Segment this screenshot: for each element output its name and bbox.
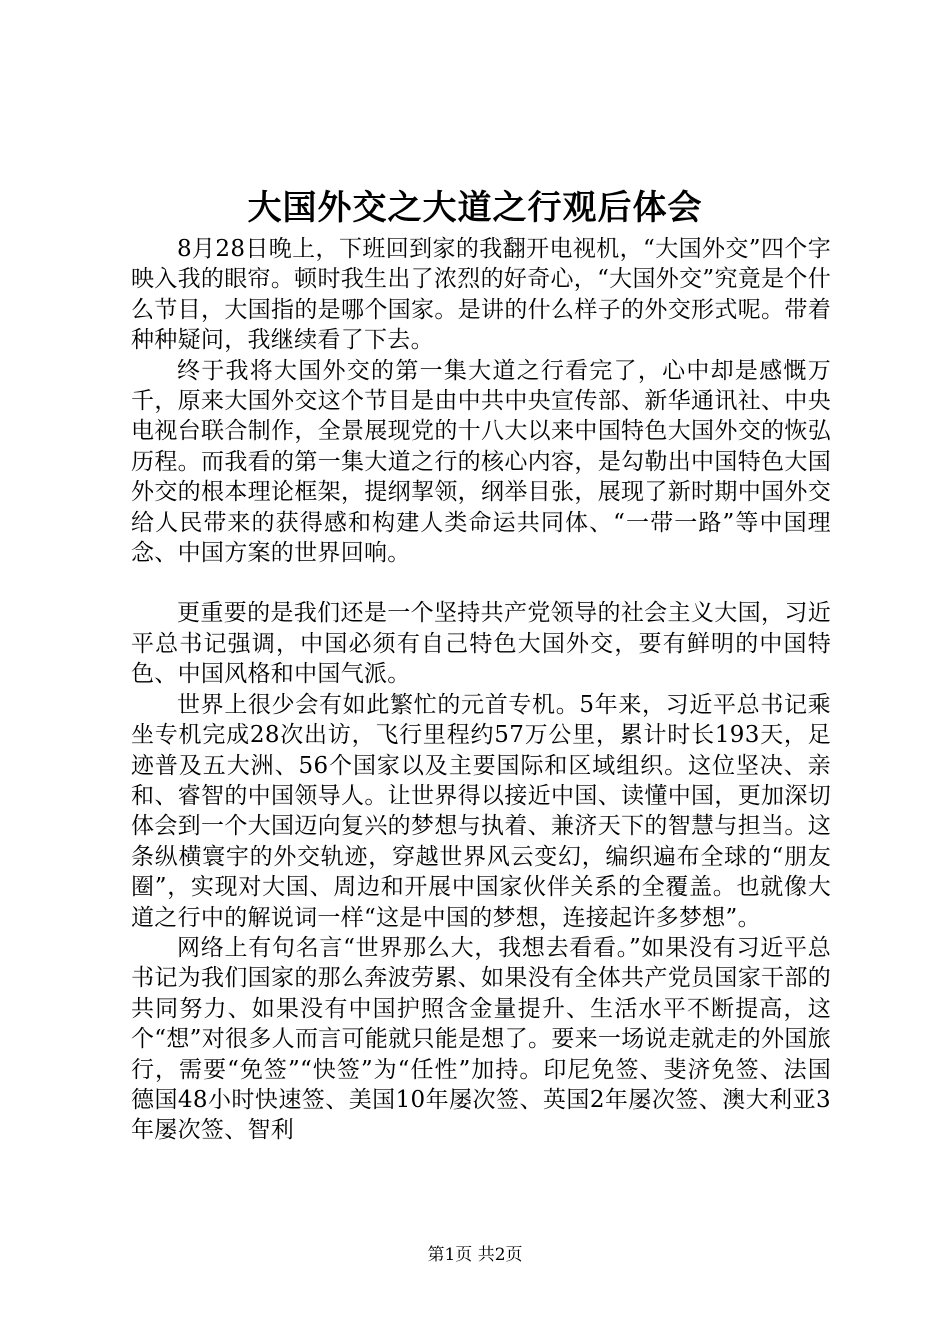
paragraph-2: 终于我将大国外交的第一集大道之行看完了，心中却是感慨万千，原来大国外交这个节目是由中共中央宣传部、新华通讯社、中央电视台联合制作，全景展现党的十八大以来中国特色大国外交的恢弘历程。而我看的第一集大道之行的核心内容，是勾勒出中国特色大国外交的根本理论框架，提纲挈领，纲举目张，展现了新时期中国外交给人民带来的获得感和构建人类命运共同体、“一带一路”等中国理念、中国方案的世界回响。 [131, 357, 831, 567]
paragraph-5: 网络上有句名言“世界那么大，我想去看看。”如果没有习近平总书记为我们国家的那么奔波劳累、如果没有全体共产党员国家干部的共同努力、如果没有中国护照含金量提升、生活水平不断提高，这个“想”对很多人而言可能就只能是想了。要来一场说走就走的外国旅行，需要“免签”“快签”为“任性”加持。印尼免签、斐济免签、法国德国48小时快速签、美国10年屡次签、英国2年屡次签、澳大利亚3年屡次签、智利 [131, 934, 831, 1144]
paragraph-3: 更重要的是我们还是一个坚持共产党领导的社会主义大国，习近平总书记强调，中国必须有自己特色大国外交，要有鲜明的中国特色、中国风格和中国气派。 [131, 600, 831, 688]
document-title: 大国外交之大道之行观后体会 [247, 188, 703, 228]
paragraph-4: 世界上很少会有如此繁忙的元首专机。5年来，习近平总书记乘坐专机完成28次出访，飞行里程约57万公里，累计时长193天，足迹普及五大洲、56个国家以及主要国际和区域组织。这位坚决、亲和、睿智的中国领导人。让世界得以接近中国、读懂中国，更加深切体会到一个大国迈向复兴的梦想与执着、兼济天下的智慧与担当。这条纵横寰宇的外交轨迹，穿越世界风云变幻，编织遍布全球的“朋友圈”，实现对大国、周边和开展中国家伙伴关系的全覆盖。也就像大道之行中的解说词一样“这是中国的梦想，连接起许多梦想”。 [131, 691, 831, 931]
page-footer: 第1页 共2页 [427, 1245, 523, 1265]
paragraph-1: 8月28日晚上，下班回到家的我翻开电视机，“大国外交”四个字映入我的眼帘。顿时我生出了浓烈的好奇心，“大国外交”究竟是个什么节目，大国指的是哪个国家。是讲的什么样子的外交形式呢。带着种种疑问，我继续看了下去。 [131, 236, 831, 354]
document-body [131, 234, 831, 1146]
